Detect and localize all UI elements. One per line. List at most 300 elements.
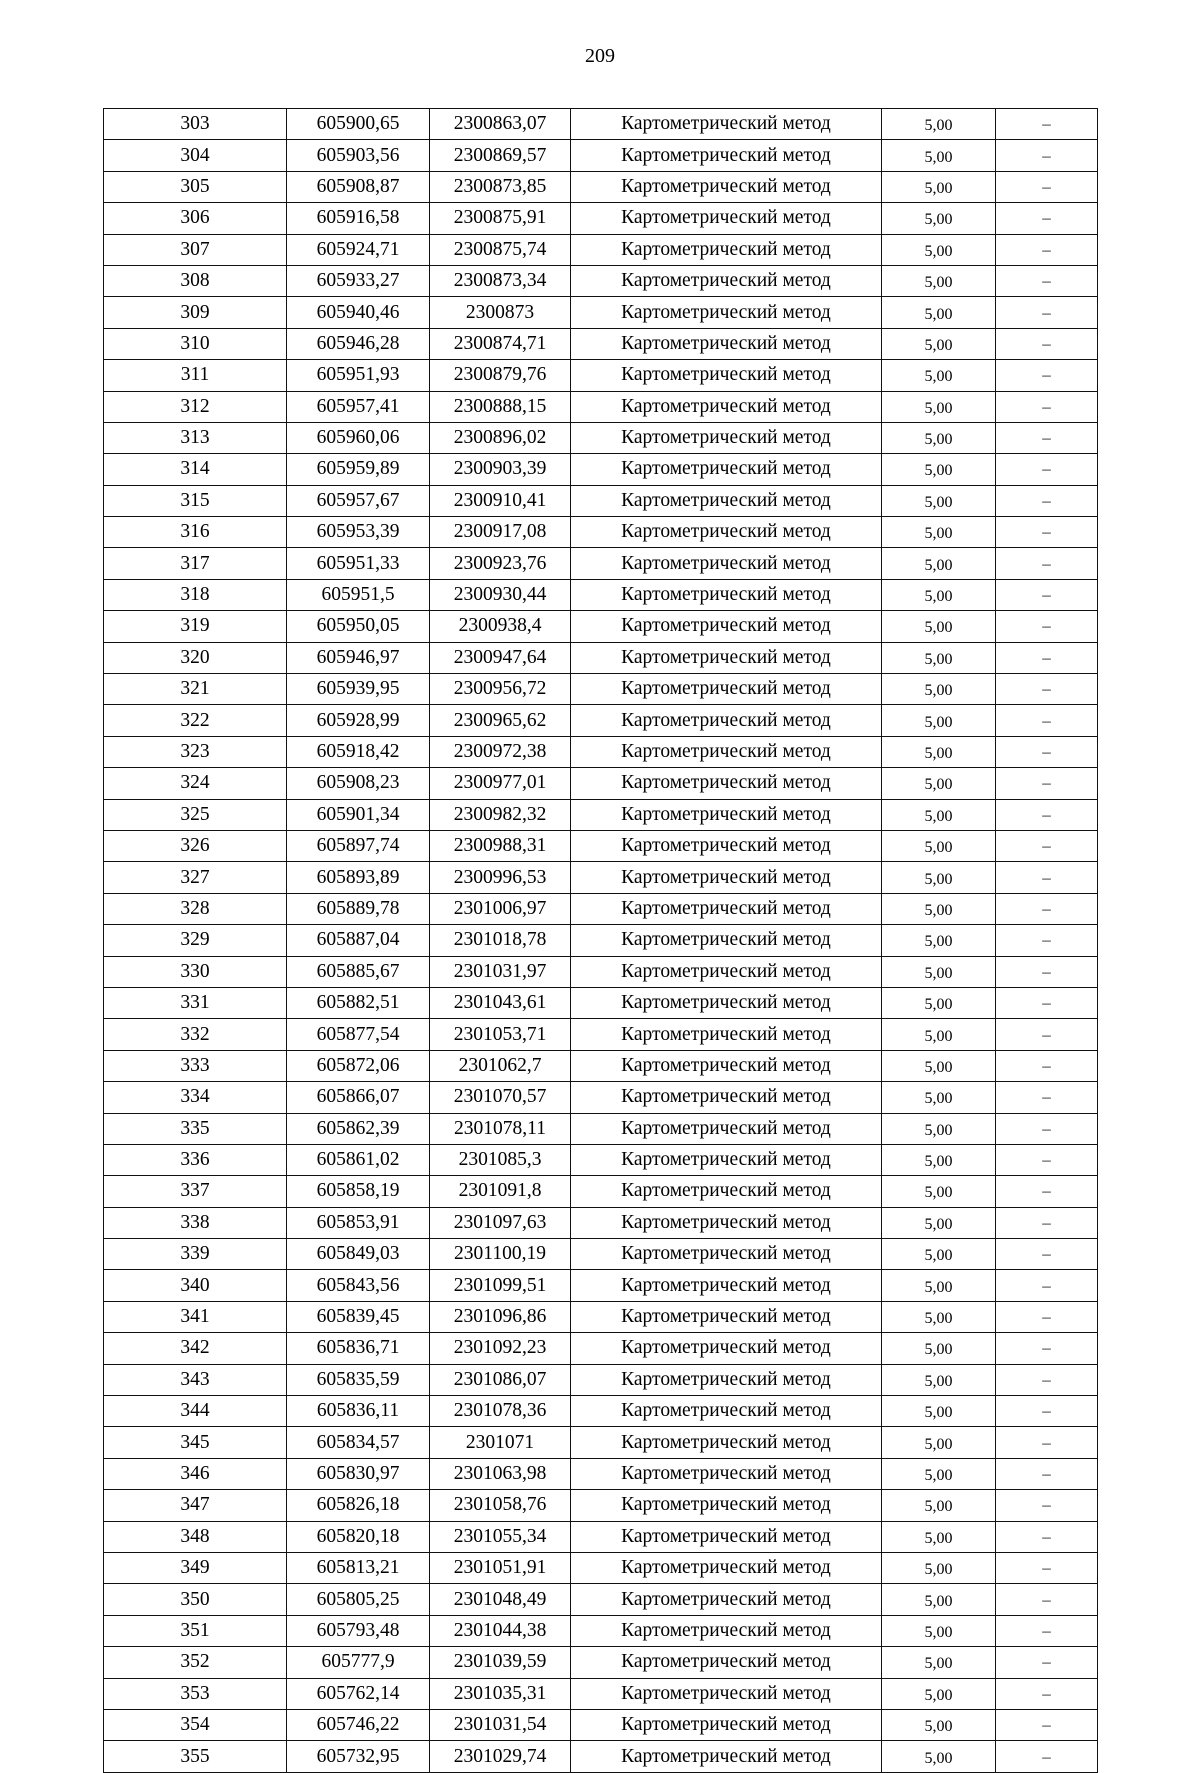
table-row [104,611,1098,642]
point-number-cell: 311 [104,360,287,391]
accuracy-cell: 5,00 [882,1239,996,1270]
table-row [104,1207,1098,1238]
point-number-cell: 340 [104,1270,287,1301]
y-coordinate-cell: 2300996,53 [430,862,571,893]
accuracy-cell: 5,00 [882,140,996,171]
accuracy-cell: 5,00 [882,391,996,422]
y-coordinate-cell: 2300977,01 [430,768,571,799]
method-cell: Картометрический метод [571,1678,882,1709]
point-number-cell: 308 [104,265,287,296]
page-number: 209 [585,45,615,67]
x-coordinate-cell: 605849,03 [287,1239,430,1270]
x-coordinate-cell: 605924,71 [287,234,430,265]
point-number-cell: 310 [104,328,287,359]
y-coordinate-cell: 2300956,72 [430,674,571,705]
method-cell: Картометрический метод [571,203,882,234]
y-coordinate-cell: 2301086,07 [430,1364,571,1395]
coordinates-table-body [104,109,1098,1773]
table-row [104,1615,1098,1646]
y-coordinate-cell: 2300947,64 [430,642,571,673]
accuracy-cell: 5,00 [882,987,996,1018]
x-coordinate-cell: 605953,39 [287,517,430,548]
accuracy-cell: 5,00 [882,422,996,453]
accuracy-cell: 5,00 [882,1647,996,1678]
method-cell: Картометрический метод [571,1396,882,1427]
x-coordinate-cell: 605793,48 [287,1615,430,1646]
accuracy-cell: 5,00 [882,579,996,610]
method-cell: Картометрический метод [571,1050,882,1081]
point-number-cell: 321 [104,674,287,705]
accuracy-cell: 5,00 [882,1176,996,1207]
note-cell: – [996,862,1098,893]
y-coordinate-cell: 2300982,32 [430,799,571,830]
y-coordinate-cell: 2301078,36 [430,1396,571,1427]
point-number-cell: 328 [104,893,287,924]
accuracy-cell: 5,00 [882,1458,996,1489]
note-cell: – [996,1427,1098,1458]
method-cell: Картометрический метод [571,454,882,485]
method-cell: Картометрический метод [571,328,882,359]
y-coordinate-cell: 2300972,38 [430,736,571,767]
accuracy-cell: 5,00 [882,1396,996,1427]
accuracy-cell: 5,00 [882,1050,996,1081]
note-cell: – [996,1678,1098,1709]
accuracy-cell: 5,00 [882,203,996,234]
x-coordinate-cell: 605877,54 [287,1019,430,1050]
y-coordinate-cell: 2301071 [430,1427,571,1458]
method-cell: Картометрический метод [571,893,882,924]
method-cell: Картометрический метод [571,422,882,453]
table-row [104,987,1098,1018]
method-cell: Картометрический метод [571,548,882,579]
table-row [104,956,1098,987]
point-number-cell: 348 [104,1521,287,1552]
method-cell: Картометрический метод [571,1019,882,1050]
accuracy-cell: 5,00 [882,1270,996,1301]
y-coordinate-cell: 2301097,63 [430,1207,571,1238]
y-coordinate-cell: 2301070,57 [430,1082,571,1113]
table-row [104,674,1098,705]
y-coordinate-cell: 2300888,15 [430,391,571,422]
y-coordinate-cell: 2300910,41 [430,485,571,516]
method-cell: Картометрический метод [571,1584,882,1615]
x-coordinate-cell: 605951,93 [287,360,430,391]
x-coordinate-cell: 605901,34 [287,799,430,830]
note-cell: – [996,956,1098,987]
accuracy-cell: 5,00 [882,548,996,579]
y-coordinate-cell: 2301029,74 [430,1741,571,1772]
table-row [104,454,1098,485]
point-number-cell: 315 [104,485,287,516]
x-coordinate-cell: 605861,02 [287,1144,430,1175]
point-number-cell: 355 [104,1741,287,1772]
y-coordinate-cell: 2300869,57 [430,140,571,171]
point-number-cell: 350 [104,1584,287,1615]
method-cell: Картометрический метод [571,1207,882,1238]
table-row [104,109,1098,140]
x-coordinate-cell: 605839,45 [287,1301,430,1332]
point-number-cell: 307 [104,234,287,265]
note-cell: – [996,1019,1098,1050]
y-coordinate-cell: 2301043,61 [430,987,571,1018]
x-coordinate-cell: 605916,58 [287,203,430,234]
method-cell: Картометрический метод [571,1647,882,1678]
x-coordinate-cell: 605900,65 [287,109,430,140]
note-cell: – [996,1082,1098,1113]
note-cell: – [996,517,1098,548]
accuracy-cell: 5,00 [882,674,996,705]
x-coordinate-cell: 605887,04 [287,925,430,956]
note-cell: – [996,203,1098,234]
point-number-cell: 319 [104,611,287,642]
accuracy-cell: 5,00 [882,109,996,140]
table-row [104,893,1098,924]
table-row [104,1301,1098,1332]
x-coordinate-cell: 605908,23 [287,768,430,799]
note-cell: – [996,391,1098,422]
note-cell: – [996,1458,1098,1489]
note-cell: – [996,1239,1098,1270]
y-coordinate-cell: 2301035,31 [430,1678,571,1709]
note-cell: – [996,705,1098,736]
method-cell: Картометрический метод [571,611,882,642]
method-cell: Картометрический метод [571,1427,882,1458]
point-number-cell: 342 [104,1333,287,1364]
y-coordinate-cell: 2301018,78 [430,925,571,956]
point-number-cell: 341 [104,1301,287,1332]
table-row [104,360,1098,391]
y-coordinate-cell: 2300875,91 [430,203,571,234]
note-cell: – [996,454,1098,485]
note-cell: – [996,768,1098,799]
point-number-cell: 345 [104,1427,287,1458]
note-cell: – [996,1584,1098,1615]
note-cell: – [996,1615,1098,1646]
method-cell: Картометрический метод [571,674,882,705]
method-cell: Картометрический метод [571,517,882,548]
y-coordinate-cell: 2300863,07 [430,109,571,140]
method-cell: Картометрический метод [571,705,882,736]
note-cell: – [996,579,1098,610]
method-cell: Картометрический метод [571,768,882,799]
x-coordinate-cell: 605928,99 [287,705,430,736]
x-coordinate-cell: 605918,42 [287,736,430,767]
accuracy-cell: 5,00 [882,1490,996,1521]
point-number-cell: 334 [104,1082,287,1113]
point-number-cell: 303 [104,109,287,140]
point-number-cell: 329 [104,925,287,956]
method-cell: Картометрический метод [571,360,882,391]
method-cell: Картометрический метод [571,297,882,328]
table-row [104,1552,1098,1583]
point-number-cell: 327 [104,862,287,893]
y-coordinate-cell: 2301096,86 [430,1301,571,1332]
point-number-cell: 343 [104,1364,287,1395]
table-row [104,485,1098,516]
note-cell: – [996,1364,1098,1395]
accuracy-cell: 5,00 [882,1019,996,1050]
x-coordinate-cell: 605826,18 [287,1490,430,1521]
point-number-cell: 353 [104,1678,287,1709]
point-number-cell: 352 [104,1647,287,1678]
method-cell: Картометрический метод [571,956,882,987]
table-row [104,1239,1098,1270]
point-number-cell: 338 [104,1207,287,1238]
table-row [104,1144,1098,1175]
point-number-cell: 324 [104,768,287,799]
y-coordinate-cell: 2300879,76 [430,360,571,391]
table-row [104,171,1098,202]
accuracy-cell: 5,00 [882,1709,996,1740]
point-number-cell: 354 [104,1709,287,1740]
note-cell: – [996,171,1098,202]
note-cell: – [996,925,1098,956]
accuracy-cell: 5,00 [882,736,996,767]
accuracy-cell: 5,00 [882,1427,996,1458]
table-row [104,1082,1098,1113]
method-cell: Картометрический метод [571,1113,882,1144]
point-number-cell: 339 [104,1239,287,1270]
accuracy-cell: 5,00 [882,799,996,830]
x-coordinate-cell: 605939,95 [287,674,430,705]
method-cell: Картометрический метод [571,1521,882,1552]
y-coordinate-cell: 2301051,91 [430,1552,571,1583]
accuracy-cell: 5,00 [882,1113,996,1144]
method-cell: Картометрический метод [571,1239,882,1270]
accuracy-cell: 5,00 [882,517,996,548]
table-row [104,1678,1098,1709]
point-number-cell: 316 [104,517,287,548]
accuracy-cell: 5,00 [882,485,996,516]
y-coordinate-cell: 2301062,7 [430,1050,571,1081]
accuracy-cell: 5,00 [882,328,996,359]
table-row [104,234,1098,265]
x-coordinate-cell: 605933,27 [287,265,430,296]
accuracy-cell: 5,00 [882,611,996,642]
x-coordinate-cell: 605762,14 [287,1678,430,1709]
method-cell: Картометрический метод [571,1144,882,1175]
table-row [104,1270,1098,1301]
point-number-cell: 336 [104,1144,287,1175]
point-number-cell: 346 [104,1458,287,1489]
accuracy-cell: 5,00 [882,705,996,736]
x-coordinate-cell: 605746,22 [287,1709,430,1740]
accuracy-cell: 5,00 [882,171,996,202]
table-row [104,799,1098,830]
accuracy-cell: 5,00 [882,360,996,391]
table-row [104,1427,1098,1458]
accuracy-cell: 5,00 [882,956,996,987]
accuracy-cell: 5,00 [882,862,996,893]
table-row [104,1741,1098,1772]
accuracy-cell: 5,00 [882,925,996,956]
point-number-cell: 304 [104,140,287,171]
y-coordinate-cell: 2300923,76 [430,548,571,579]
accuracy-cell: 5,00 [882,1741,996,1772]
y-coordinate-cell: 2300873,34 [430,265,571,296]
table-row [104,830,1098,861]
x-coordinate-cell: 605777,9 [287,1647,430,1678]
x-coordinate-cell: 605885,67 [287,956,430,987]
method-cell: Картометрический метод [571,1082,882,1113]
accuracy-cell: 5,00 [882,1552,996,1583]
x-coordinate-cell: 605834,57 [287,1427,430,1458]
method-cell: Картометрический метод [571,140,882,171]
x-coordinate-cell: 605957,41 [287,391,430,422]
point-number-cell: 305 [104,171,287,202]
table-row [104,517,1098,548]
table-row [104,297,1098,328]
table-row [104,768,1098,799]
accuracy-cell: 5,00 [882,1584,996,1615]
point-number-cell: 332 [104,1019,287,1050]
note-cell: – [996,893,1098,924]
y-coordinate-cell: 2301044,38 [430,1615,571,1646]
x-coordinate-cell: 605946,97 [287,642,430,673]
table-row [104,391,1098,422]
method-cell: Картометрический метод [571,1176,882,1207]
point-number-cell: 325 [104,799,287,830]
y-coordinate-cell: 2300875,74 [430,234,571,265]
note-cell: – [996,1333,1098,1364]
table-row [104,1709,1098,1740]
x-coordinate-cell: 605866,07 [287,1082,430,1113]
note-cell: – [996,642,1098,673]
accuracy-cell: 5,00 [882,1364,996,1395]
x-coordinate-cell: 605843,56 [287,1270,430,1301]
method-cell: Картометрический метод [571,579,882,610]
table-row [104,140,1098,171]
point-number-cell: 318 [104,579,287,610]
y-coordinate-cell: 2301063,98 [430,1458,571,1489]
y-coordinate-cell: 2300873,85 [430,171,571,202]
method-cell: Картометрический метод [571,1301,882,1332]
method-cell: Картометрический метод [571,1333,882,1364]
x-coordinate-cell: 605889,78 [287,893,430,924]
table-row [104,736,1098,767]
method-cell: Картометрический метод [571,1552,882,1583]
note-cell: – [996,1050,1098,1081]
note-cell: – [996,234,1098,265]
table-row [104,1176,1098,1207]
note-cell: – [996,987,1098,1018]
y-coordinate-cell: 2301031,97 [430,956,571,987]
table-row [104,1050,1098,1081]
x-coordinate-cell: 605862,39 [287,1113,430,1144]
method-cell: Картометрический метод [571,234,882,265]
method-cell: Картометрический метод [571,1615,882,1646]
table-row [104,1333,1098,1364]
accuracy-cell: 5,00 [882,1615,996,1646]
table-row [104,705,1098,736]
table-row [104,1396,1098,1427]
y-coordinate-cell: 2301058,76 [430,1490,571,1521]
note-cell: – [996,1741,1098,1772]
point-number-cell: 326 [104,830,287,861]
method-cell: Картометрический метод [571,1458,882,1489]
method-cell: Картометрический метод [571,642,882,673]
note-cell: – [996,328,1098,359]
y-coordinate-cell: 2301100,19 [430,1239,571,1270]
note-cell: – [996,422,1098,453]
point-number-cell: 322 [104,705,287,736]
note-cell: – [996,140,1098,171]
y-coordinate-cell: 2300930,44 [430,579,571,610]
table-row [104,1113,1098,1144]
note-cell: – [996,830,1098,861]
accuracy-cell: 5,00 [882,830,996,861]
method-cell: Картометрический метод [571,1741,882,1772]
point-number-cell: 347 [104,1490,287,1521]
point-number-cell: 306 [104,203,287,234]
table-row [104,1584,1098,1615]
accuracy-cell: 5,00 [882,265,996,296]
method-cell: Картометрический метод [571,925,882,956]
y-coordinate-cell: 2301085,3 [430,1144,571,1175]
x-coordinate-cell: 605872,06 [287,1050,430,1081]
accuracy-cell: 5,00 [882,893,996,924]
table-row [104,1019,1098,1050]
method-cell: Картометрический метод [571,1270,882,1301]
x-coordinate-cell: 605959,89 [287,454,430,485]
point-number-cell: 314 [104,454,287,485]
method-cell: Картометрический метод [571,265,882,296]
point-number-cell: 351 [104,1615,287,1646]
note-cell: – [996,1176,1098,1207]
point-number-cell: 335 [104,1113,287,1144]
x-coordinate-cell: 605951,33 [287,548,430,579]
method-cell: Картометрический метод [571,830,882,861]
accuracy-cell: 5,00 [882,234,996,265]
y-coordinate-cell: 2301091,8 [430,1176,571,1207]
y-coordinate-cell: 2300965,62 [430,705,571,736]
note-cell: – [996,799,1098,830]
point-number-cell: 309 [104,297,287,328]
y-coordinate-cell: 2300896,02 [430,422,571,453]
x-coordinate-cell: 605946,28 [287,328,430,359]
y-coordinate-cell: 2301006,97 [430,893,571,924]
point-number-cell: 330 [104,956,287,987]
point-number-cell: 331 [104,987,287,1018]
point-number-cell: 313 [104,422,287,453]
y-coordinate-cell: 2300938,4 [430,611,571,642]
point-number-cell: 344 [104,1396,287,1427]
table-row [104,1458,1098,1489]
y-coordinate-cell: 2301078,11 [430,1113,571,1144]
point-number-cell: 337 [104,1176,287,1207]
method-cell: Картометрический метод [571,987,882,1018]
note-cell: – [996,360,1098,391]
accuracy-cell: 5,00 [882,454,996,485]
x-coordinate-cell: 605960,06 [287,422,430,453]
x-coordinate-cell: 605853,91 [287,1207,430,1238]
accuracy-cell: 5,00 [882,1144,996,1175]
table-row [104,642,1098,673]
x-coordinate-cell: 605908,87 [287,171,430,202]
point-number-cell: 349 [104,1552,287,1583]
table-row [104,1647,1098,1678]
y-coordinate-cell: 2300917,08 [430,517,571,548]
y-coordinate-cell: 2300988,31 [430,830,571,861]
accuracy-cell: 5,00 [882,768,996,799]
method-cell: Картометрический метод [571,736,882,767]
method-cell: Картометрический метод [571,109,882,140]
table-row [104,1364,1098,1395]
note-cell: – [996,485,1098,516]
accuracy-cell: 5,00 [882,1333,996,1364]
x-coordinate-cell: 605882,51 [287,987,430,1018]
method-cell: Картометрический метод [571,799,882,830]
